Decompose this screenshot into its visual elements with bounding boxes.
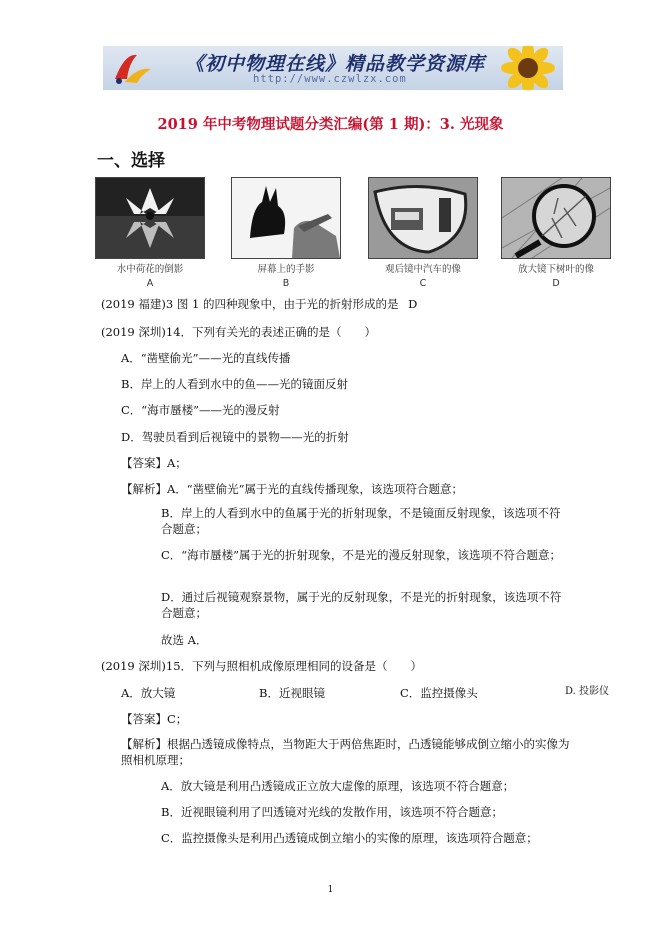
document-title: 2019 年中考物理试题分类汇编(第 1 期)：3. 光现象 bbox=[157, 116, 504, 133]
car-mirror-icon bbox=[369, 178, 477, 258]
page-number: 1 bbox=[327, 885, 334, 895]
question-answer: D bbox=[408, 297, 418, 311]
analysis-line: C．监控摄像头是利用凸透镜成倒立缩小的实像的原理，该选项符合题意； bbox=[161, 831, 538, 845]
option-a: A．放大镜 bbox=[121, 686, 176, 700]
figure-image-c bbox=[368, 177, 478, 259]
figure-image-b bbox=[231, 177, 341, 259]
option-d: D．驾驶员看到后视镜中的景物——光的折射 bbox=[121, 430, 349, 444]
option-b: B．近视眼镜 bbox=[259, 686, 325, 700]
question-shenzhen-15-stem: (2019 深圳)15．下列与照相机成像原理相同的设备是（ ） bbox=[101, 659, 423, 673]
figure-caption-a bbox=[80, 263, 220, 291]
analysis-line: D．通过后视镜观察景物，属于光的反射现象，不是光的折射现象，该选项不符合题意； bbox=[161, 590, 562, 620]
caption-text: 水中荷花的倒影 bbox=[116, 264, 184, 275]
analysis-conclusion: 故选 A． bbox=[161, 633, 208, 647]
header-banner bbox=[103, 46, 563, 90]
caption-text: 屏幕上的手影 bbox=[257, 264, 315, 275]
option-b: B．岸上的人看到水中的鱼——光的镜面反射 bbox=[121, 377, 348, 391]
caption-letter: A bbox=[146, 277, 154, 289]
sunflower-icon bbox=[493, 46, 563, 90]
figure-caption-d bbox=[486, 263, 626, 291]
question-stem: (2019 福建)3 图 1 的四种现象中，由于光的折射形成的是 bbox=[101, 297, 399, 311]
caption-letter: D bbox=[552, 277, 560, 289]
lotus-reflection-icon bbox=[96, 178, 204, 258]
figure-image-a bbox=[95, 177, 205, 259]
figure-image-d bbox=[501, 177, 611, 259]
hand-shadow-icon bbox=[232, 178, 340, 258]
option-d: D. 投影仪 bbox=[565, 686, 610, 697]
option-c: C．监控摄像头 bbox=[400, 686, 478, 700]
banner-url: http://www.czwlzx.com bbox=[253, 73, 407, 85]
caption-letter: B bbox=[282, 277, 290, 289]
answer-label: 【答案】C； bbox=[121, 712, 188, 726]
caption-letter: C bbox=[419, 277, 427, 289]
analysis-line: 【解析】根据凸透镜成像特点，当物距大于两倍焦距时，凸透镜能够成倒立缩小的实像为照相机原理； bbox=[121, 737, 570, 767]
magnifier-leaf-icon bbox=[502, 178, 610, 258]
question-shenzhen-14-stem: (2019 深圳)14．下列有关光的表述正确的是（ ） bbox=[101, 325, 377, 339]
analysis-line: C．“海市蜃楼”属于光的折射现象，不是光的漫反射现象，该选项不符合题意； bbox=[161, 548, 562, 562]
analysis-line: 【解析】A．“凿壁偷光”属于光的直线传播现象，该选项符合题意； bbox=[121, 482, 464, 496]
caption-text: 放大镜下树叶的像 bbox=[517, 264, 594, 275]
analysis-line: A．放大镜是利用凸透镜成正立放大虚像的原理，该选项不符合题意； bbox=[161, 779, 515, 793]
section-heading: 一、选择 bbox=[97, 151, 165, 171]
site-logo-icon bbox=[107, 49, 157, 87]
option-a: A．“凿壁偷光”——光的直线传播 bbox=[121, 351, 291, 365]
analysis-line: B．近视眼镜利用了凹透镜对光线的发散作用，该选项不符合题意； bbox=[161, 805, 503, 819]
figure-caption-b bbox=[216, 263, 356, 291]
analysis-line: B．岸上的人看到水中的鱼属于光的折射现象，不是镜面反射现象，该选项不符合题意； bbox=[161, 506, 561, 536]
option-c: C．“海市蜃楼”——光的漫反射 bbox=[121, 403, 280, 417]
answer-label: 【答案】A； bbox=[121, 456, 187, 470]
banner-title: 《初中物理在线》精品教学资源库 bbox=[185, 53, 486, 75]
figure-caption-c bbox=[353, 263, 493, 291]
caption-text: 观后镜中汽车的像 bbox=[384, 264, 461, 275]
question-fujian-3 bbox=[101, 296, 417, 312]
